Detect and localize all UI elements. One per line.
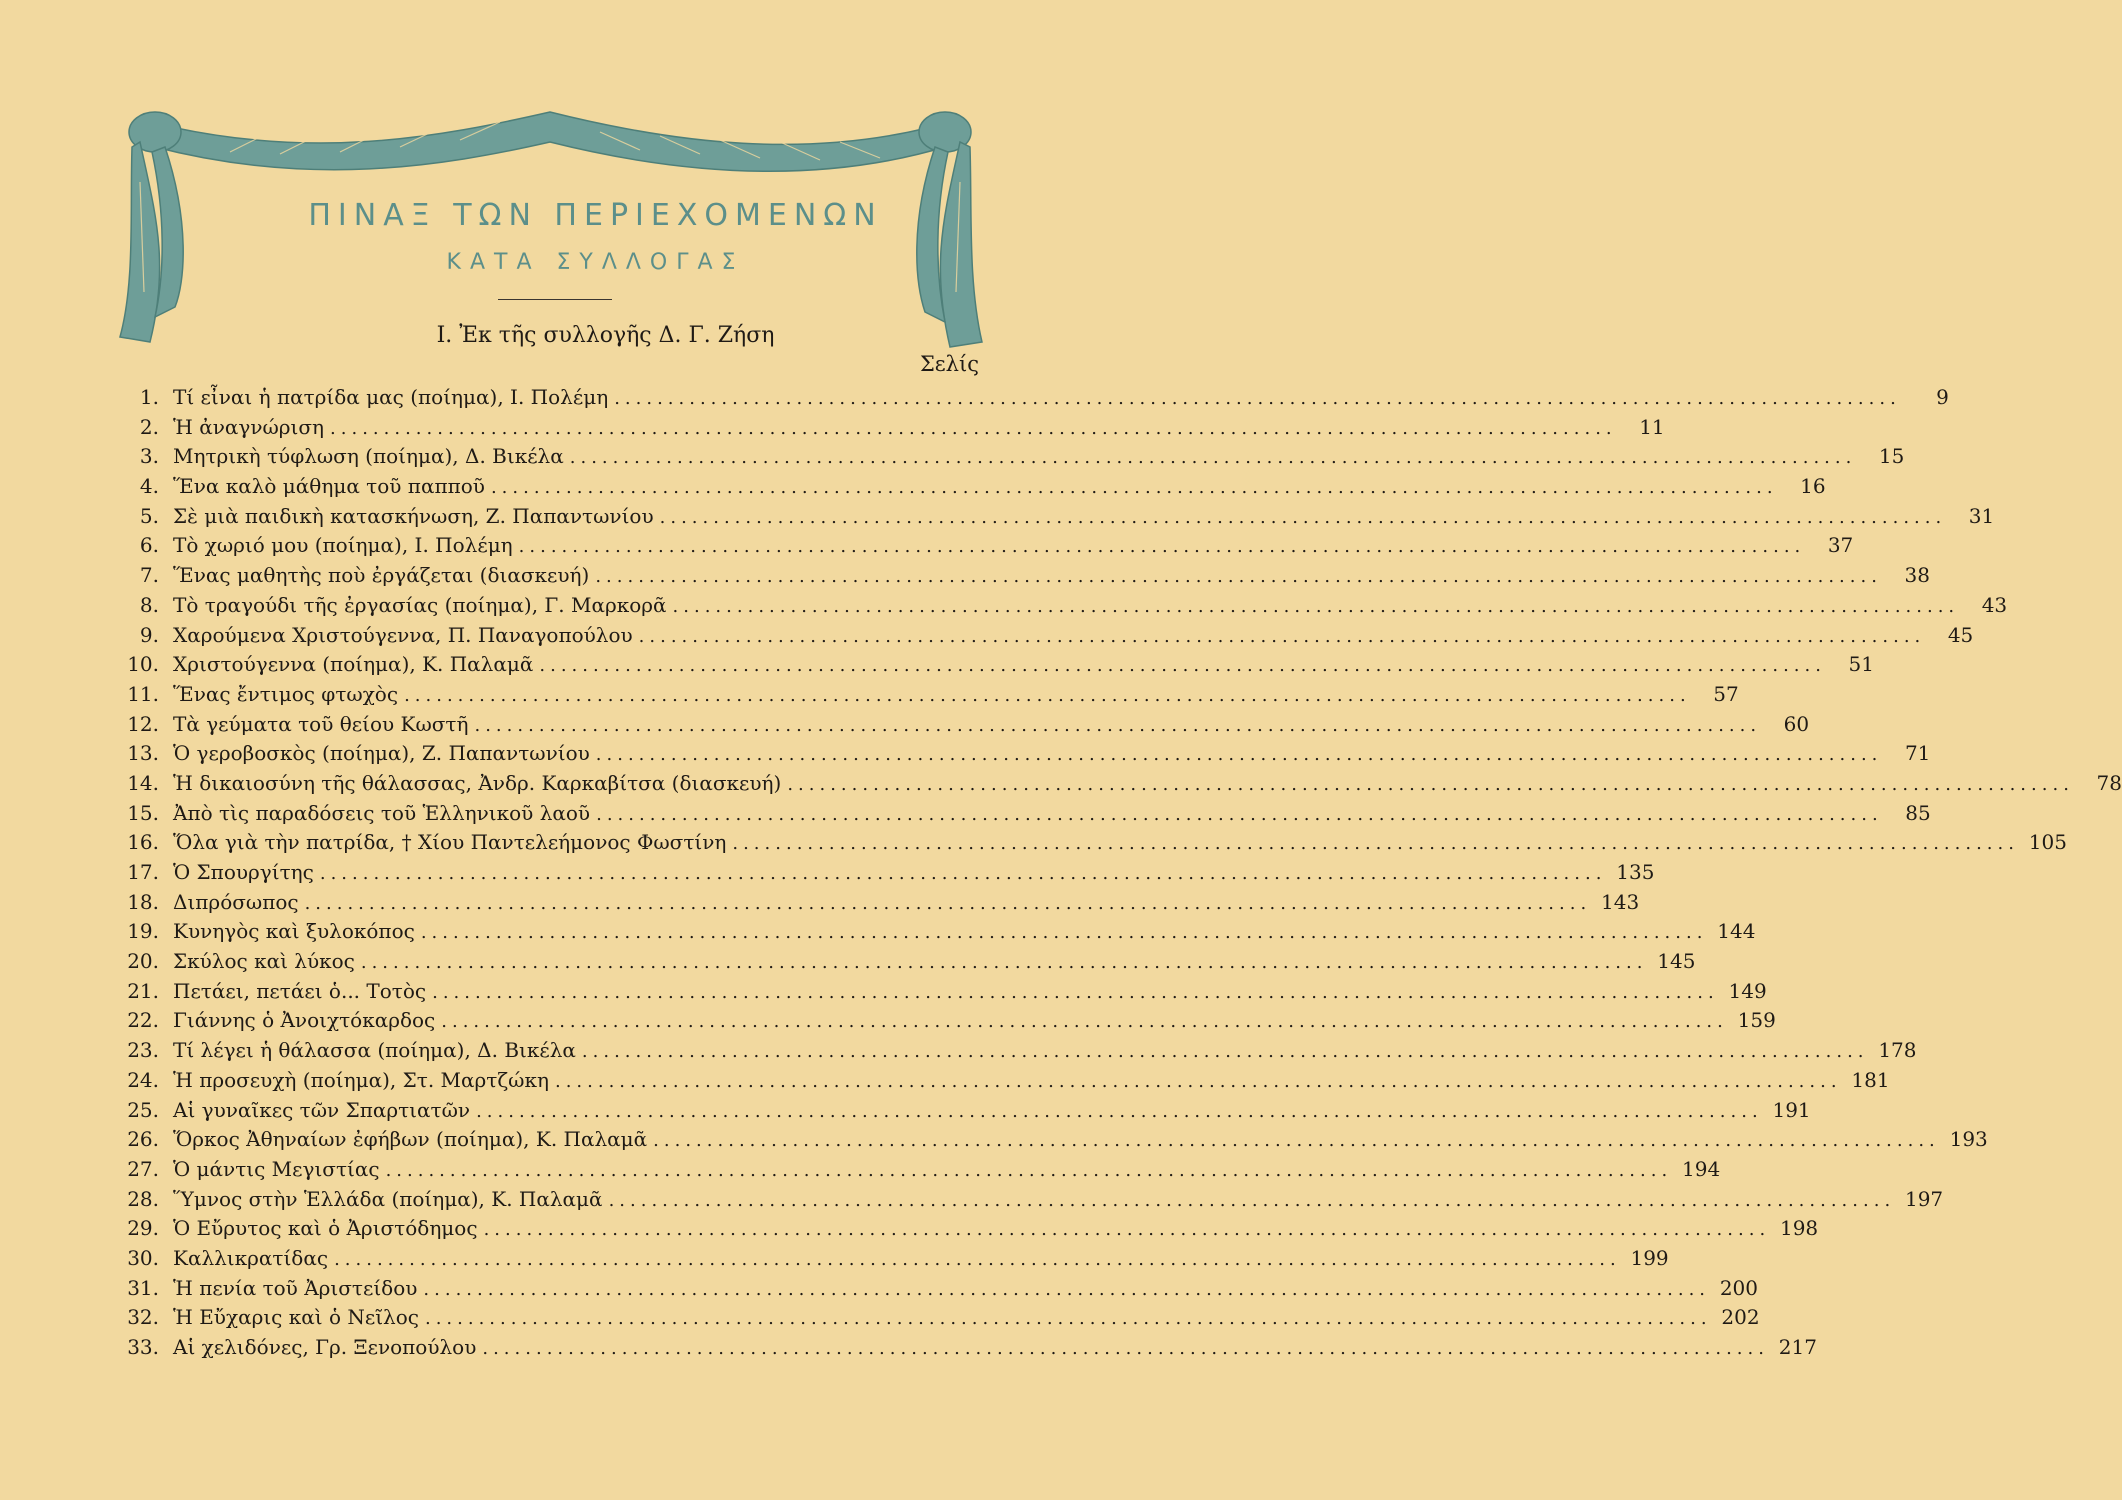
toc-page-number: 217 (1778, 1335, 1817, 1359)
toc-row (115, 442, 1905, 472)
toc-page-number: 15 (1878, 444, 1905, 469)
toc-row (115, 1155, 1721, 1185)
dot-leader: ........................................................................................................................ (595, 566, 1882, 588)
dot-leader: ........................................................................................................................ (569, 447, 1857, 469)
toc-number: 13. (127, 741, 159, 766)
toc-title: Τὰ γεύματα τοῦ θείου Κωστῆ (173, 711, 469, 736)
toc-title: Ὁ μάντις Μεγιστίας (173, 1156, 380, 1181)
dot-leader: ........................................................................................................................ (482, 1338, 1769, 1359)
toc-row (115, 413, 1665, 443)
toc-title: Αἱ γυναῖκες τῶν Σπαρτιατῶν (173, 1097, 471, 1122)
dot-leader: ........................................................................................................................ (404, 684, 1691, 706)
toc-row (115, 1303, 1760, 1333)
toc-row (115, 1274, 1759, 1304)
dot-leader: ........................................................................................................................ (385, 1159, 1673, 1181)
toc-number: 31. (127, 1275, 159, 1300)
toc-number: 22. (127, 1008, 159, 1033)
toc-page-number: 144 (1717, 919, 1756, 944)
toc-title: Ὅλα γιὰ τὴν πατρίδα, † Χίου Παντελεήμονος Φωστίνη (173, 830, 727, 855)
toc-page-number: 143 (1601, 889, 1640, 914)
toc-row (115, 472, 1826, 502)
toc-title: Ὁ Σπουργίτης (173, 860, 314, 884)
dot-leader: ........................................................................................................................ (476, 1100, 1763, 1122)
toc-title: Τί λέγει ἡ θάλασσα (ποίημα), Δ. Βικέλα (173, 1038, 576, 1063)
toc-row (115, 1244, 1669, 1274)
toc-page-number: 135 (1616, 860, 1655, 884)
toc-number: 12. (127, 711, 159, 736)
toc-number: 33. (127, 1335, 159, 1359)
toc-row (115, 621, 1974, 651)
toc-number: 5. (139, 503, 159, 528)
toc-row (115, 383, 1949, 413)
dot-leader: ........................................................................................................................ (787, 773, 2074, 795)
toc-title: Γιάννης ὁ Ἀνοιχτόκαρδος (173, 1008, 436, 1033)
toc-page-number: 51 (1848, 652, 1874, 677)
toc-title: Τὸ χωριό μου (ποίημα), Ι. Πολέμη (173, 533, 513, 558)
toc-row (115, 799, 1931, 829)
toc-row (115, 1125, 1988, 1155)
toc-page-number: 181 (1851, 1067, 1890, 1092)
dot-leader: ........................................................................................................................ (420, 922, 1708, 944)
dot-leader: ........................................................................................................................ (423, 1278, 1711, 1300)
toc-number: 28. (127, 1186, 159, 1211)
toc-title: Τὸ τραγούδι τῆς ἐργασίας (ποίημα), Γ. Μαρκορᾶ (173, 592, 667, 617)
toc-page-number: 178 (1878, 1038, 1917, 1063)
toc-title: Διπρόσωπος (173, 889, 299, 914)
dot-leader: ........................................................................................................................ (432, 981, 1719, 1003)
toc-title: Ἡ ἀναγνώριση (173, 414, 325, 439)
toc-row (115, 1096, 1811, 1126)
toc-number: 1. (139, 385, 159, 409)
toc-page-number: 11 (1639, 414, 1665, 439)
toc-page-number: 71 (1904, 741, 1931, 766)
dot-leader: ........................................................................................................................ (490, 477, 1778, 499)
toc-page-number: 38 (1904, 563, 1930, 588)
toc-page-number: 197 (1904, 1186, 1944, 1211)
toc-title: Ἀπὸ τὶς παραδόσεις τοῦ Ἑλληνικοῦ λαοῦ (173, 800, 591, 825)
toc-number: 3. (139, 444, 159, 469)
dot-leader: ........................................................................................................................ (518, 536, 1806, 558)
toc-number: 26. (127, 1127, 159, 1152)
dot-leader: ........................................................................................................................ (474, 714, 1762, 736)
toc-number: 6. (139, 533, 159, 558)
toc-row (115, 828, 2067, 858)
toc-row (115, 1185, 1944, 1215)
toc-title: Ἡ δικαιοσύνη τῆς θάλασσας, Ἀνδρ. Καρκαβίτσα (διασκευή) (173, 770, 782, 795)
toc-row (115, 977, 1767, 1007)
toc-title: Ἕνας μαθητὴς ποὺ ἐργάζεται (διασκευή) (173, 563, 590, 588)
toc-number: 29. (127, 1216, 159, 1241)
dot-leader: ........................................................................................................................ (319, 863, 1607, 884)
toc-page-number: 200 (1719, 1275, 1759, 1300)
toc-page-number: 149 (1728, 978, 1767, 1003)
toc-title: Ἕνα καλὸ μάθημα τοῦ παπποῦ (173, 474, 485, 499)
toc-page-number: 202 (1721, 1305, 1760, 1330)
toc-number: 4. (139, 474, 159, 499)
toc-number: 8. (139, 592, 159, 617)
dot-leader: ........................................................................................................................ (581, 1041, 1869, 1063)
table-of-contents (115, 383, 2122, 1363)
page-title: ΠΙΝΑΞ ΤΩΝ ΠΕΡΙΕΧΟΜΕΝΩΝ (308, 198, 883, 233)
dot-leader: ........................................................................................................................ (672, 595, 1960, 617)
toc-row (115, 531, 1854, 561)
toc-page-number: 37 (1827, 533, 1854, 558)
dot-leader: ........................................................................................................................ (424, 1308, 1712, 1330)
toc-row (115, 1214, 1819, 1244)
toc-page-number: 57 (1713, 681, 1739, 706)
toc-page-number: 199 (1630, 1245, 1669, 1270)
section-heading: Ι. Ἐκ τῆς συλλογῆς Δ. Γ. Ζήση (436, 323, 775, 348)
page-column-label: Σελίς (919, 352, 979, 376)
page-subtitle: ΚΑΤΑ ΣΥΛΛΟΓΑΣ (446, 250, 745, 275)
dot-leader: ........................................................................................................................ (659, 506, 1947, 528)
toc-row (115, 591, 2008, 621)
dot-leader: ........................................................................................................................ (608, 1189, 1896, 1211)
toc-number: 7. (139, 563, 159, 588)
toc-page-number: 31 (1968, 503, 1995, 528)
toc-page-number: 45 (1947, 622, 1974, 647)
toc-title: Ὁ γεροβοσκὸς (ποίημα), Ζ. Παπαντωνίου (173, 741, 590, 766)
toc-page-number: 105 (2028, 830, 2067, 855)
toc-page-number: 16 (1800, 474, 1826, 499)
toc-row (115, 888, 1640, 918)
toc-row (115, 947, 1696, 977)
toc-row (115, 769, 2122, 799)
toc-row (115, 917, 1756, 947)
toc-page-number: 193 (1949, 1127, 1988, 1152)
dot-leader: ........................................................................................................................ (539, 655, 1826, 677)
toc-row (115, 739, 1931, 769)
toc-number: 21. (127, 978, 159, 1003)
toc-title: Σὲ μιὰ παιδικὴ κατασκήνωση, Ζ. Παπαντωνίου (173, 503, 654, 528)
toc-row (115, 1036, 1917, 1066)
dot-leader: ........................................................................................................................ (360, 952, 1648, 974)
toc-number: 25. (127, 1097, 159, 1122)
title-divider (498, 299, 612, 300)
toc-title: Μητρικὴ τύφλωση (ποίημα), Δ. Βικέλα (173, 444, 564, 469)
toc-title: Αἱ χελιδόνες, Γρ. Ξενοπούλου (173, 1335, 477, 1359)
toc-page-number: 60 (1783, 711, 1810, 736)
toc-row (115, 650, 1874, 680)
toc-number: 15. (127, 800, 159, 825)
toc-row (115, 680, 1739, 710)
toc-title: Ἡ πενία τοῦ Ἀριστείδου (173, 1275, 418, 1300)
toc-title: Χριστούγεννα (ποίημα), Κ. Παλαμᾶ (173, 652, 534, 677)
toc-page-number: 43 (1981, 592, 2008, 617)
dot-leader: ........................................................................................................................ (334, 1248, 1621, 1270)
toc-page-number: 198 (1779, 1216, 1819, 1241)
toc-page-number: 145 (1657, 949, 1696, 974)
toc-title: Ἡ Εὔχαρις καὶ ὁ Νεῖλος (173, 1305, 419, 1330)
toc-number: 27. (127, 1156, 159, 1181)
toc-row (115, 1006, 1776, 1036)
toc-title: Ἡ προσευχὴ (ποίημα), Στ. Μαρτζώκη (173, 1067, 549, 1092)
dot-leader: ........................................................................................................................ (732, 833, 2019, 855)
toc-number: 23. (127, 1038, 159, 1063)
dot-leader: ........................................................................................................................ (483, 1219, 1771, 1241)
toc-page-number: 159 (1737, 1008, 1776, 1033)
dot-leader: ........................................................................................................................ (330, 417, 1617, 439)
toc-title: Ὁ Εὔρυτος καὶ ὁ Ἀριστόδημος (173, 1216, 478, 1241)
toc-page-number: 78 (2096, 770, 2122, 795)
dot-leader: ........................................................................................................................ (614, 388, 1901, 409)
toc-number: 2. (139, 414, 159, 439)
toc-number: 20. (127, 949, 159, 974)
toc-title: Ἕνας ἔντιμος φτωχὸς (173, 681, 399, 706)
dot-leader: ........................................................................................................................ (441, 1011, 1728, 1033)
toc-row (115, 858, 1655, 888)
toc-title: Καλλικρατίδας (173, 1245, 329, 1270)
toc-page-number: 85 (1905, 800, 1931, 825)
dot-leader: ........................................................................................................................ (653, 1130, 1940, 1152)
toc-number: 9. (139, 622, 159, 647)
toc-title: Σκύλος καὶ λύκος (173, 949, 355, 974)
toc-row (115, 710, 1810, 740)
toc-number: 19. (127, 919, 159, 944)
toc-number: 18. (127, 889, 159, 914)
toc-number: 10. (127, 652, 159, 677)
toc-page-number: 191 (1772, 1097, 1811, 1122)
dot-leader: ........................................................................................................................ (554, 1070, 1842, 1092)
toc-title: Ὕμνος στὴν Ἑλλάδα (ποίημα), Κ. Παλαμᾶ (173, 1186, 603, 1211)
toc-row (115, 561, 1930, 591)
toc-number: 32. (127, 1305, 159, 1330)
dot-leader: ........................................................................................................................ (638, 625, 1926, 647)
dot-leader: ........................................................................................................................ (596, 803, 1883, 825)
toc-title: Πετάει, πετάει ὁ... Τοτὸς (173, 978, 427, 1003)
toc-number: 30. (127, 1245, 159, 1270)
toc-number: 11. (127, 681, 159, 706)
dot-leader: ........................................................................................................................ (595, 744, 1883, 766)
toc-row (115, 502, 1995, 532)
toc-title: Ὅρκος Ἀθηναίων ἐφήβων (ποίημα), Κ. Παλαμᾶ (173, 1127, 648, 1152)
toc-number: 14. (127, 770, 159, 795)
toc-title: Κυνηγὸς καὶ ξυλοκόπος (173, 919, 415, 944)
toc-row (115, 1066, 1890, 1096)
toc-page-number: 9 (1936, 385, 1949, 409)
toc-number: 16. (127, 830, 159, 855)
toc-number: 17. (127, 860, 159, 884)
toc-title: Τί εἶναι ἡ πατρίδα μας (ποίημα), Ι. Πολέμη (173, 385, 609, 409)
toc-page-number: 194 (1682, 1156, 1721, 1181)
toc-title: Χαρούμενα Χριστούγεννα, Π. Παναγοπούλου (173, 622, 633, 647)
toc-number: 24. (127, 1067, 159, 1092)
toc-row (115, 1333, 1817, 1363)
dot-leader: ........................................................................................................................ (304, 892, 1592, 914)
